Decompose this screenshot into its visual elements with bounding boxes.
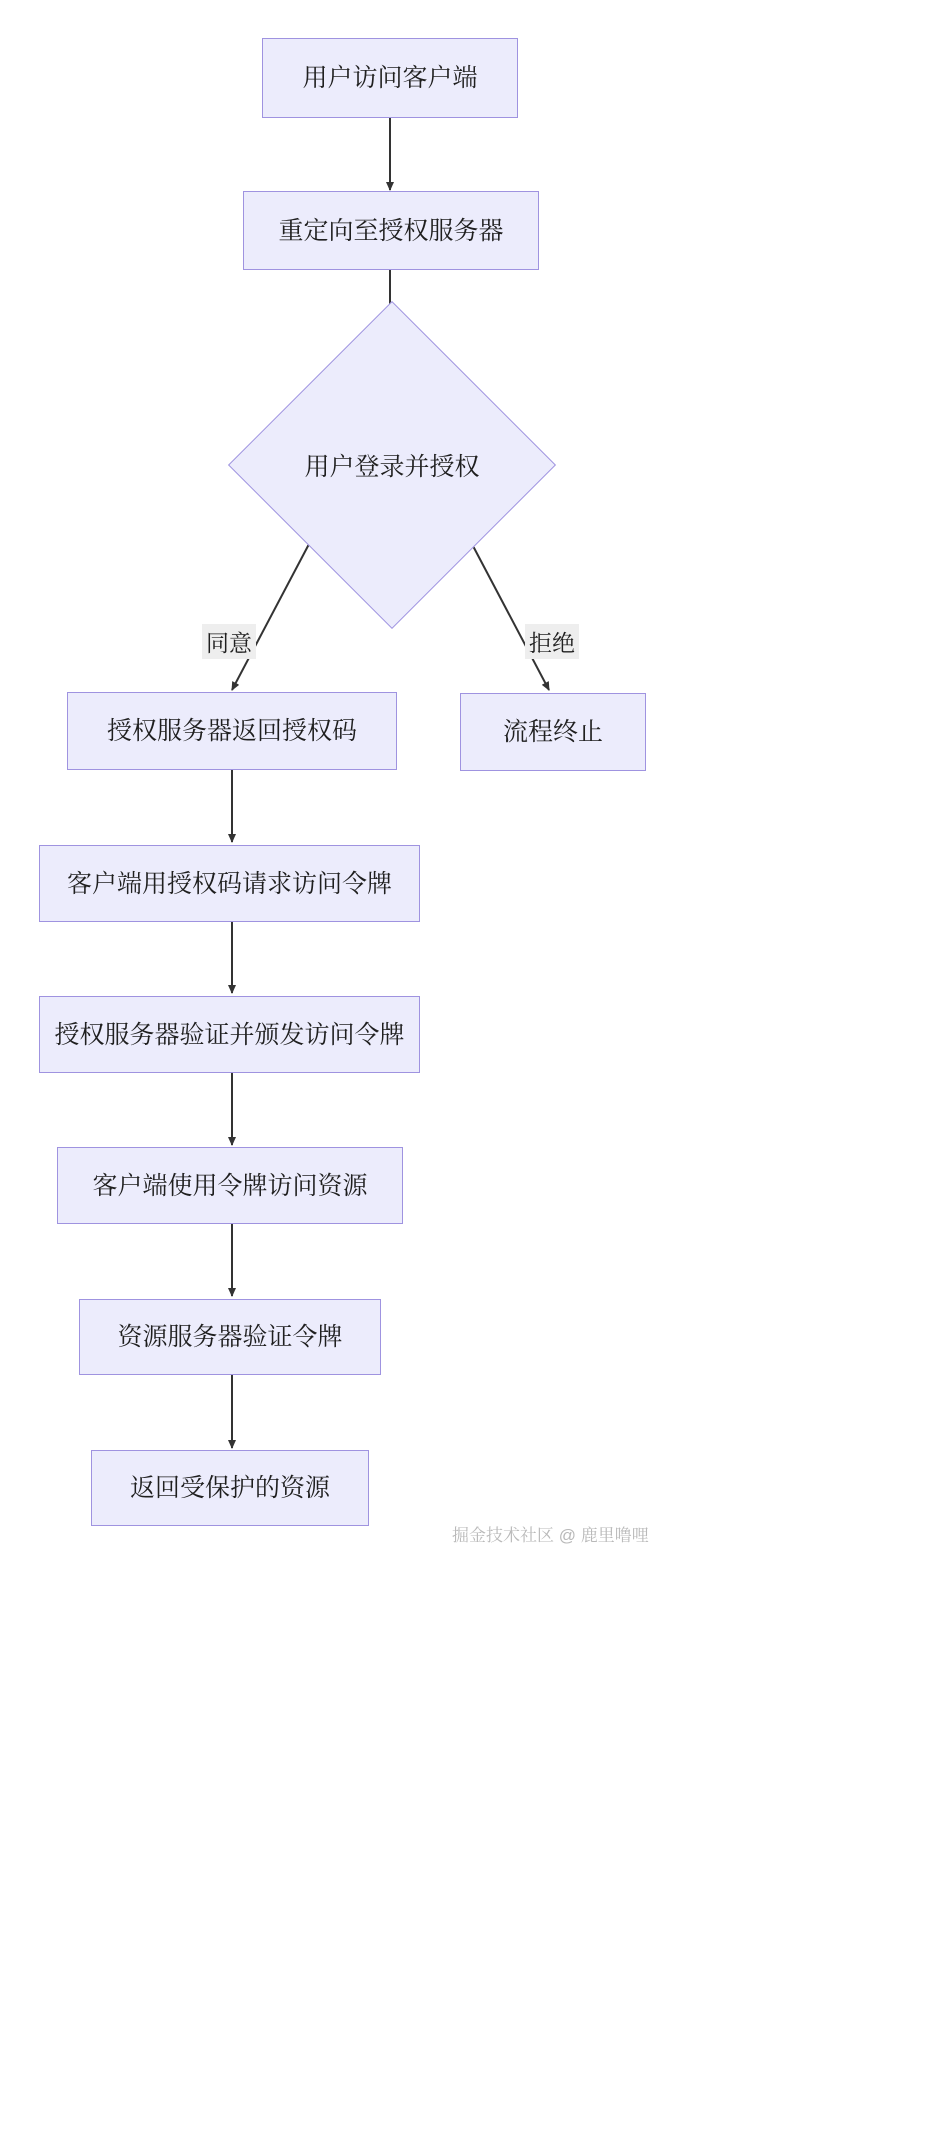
edge-label-agree — [202, 624, 256, 659]
node-auth-server-issues-token[interactable] — [39, 996, 420, 1073]
node-label: 返回受保护的资源 — [129, 1474, 330, 1502]
node-resource-server-validates-token[interactable] — [79, 1299, 381, 1375]
node-process-terminated[interactable] — [460, 693, 646, 771]
edge-label-reject — [525, 624, 579, 659]
edge-label-text: 拒绝 — [529, 630, 575, 656]
node-client-accesses-resource[interactable] — [57, 1147, 403, 1224]
node-client-requests-token[interactable] — [39, 845, 420, 922]
node-label: 客户端使用令牌访问资源 — [92, 1171, 368, 1200]
node-auth-server-returns-code[interactable] — [67, 692, 397, 770]
node-return-protected-resource[interactable] — [91, 1450, 369, 1526]
node-label: 客户端用授权码请求访问令牌 — [66, 869, 392, 898]
node-label: 授权服务器返回授权码 — [106, 717, 357, 745]
edge-label-text: 同意 — [206, 630, 252, 656]
node-label: 重定向至授权服务器 — [278, 216, 504, 245]
node-label: 用户登录并授权 — [304, 453, 480, 481]
node-redirect-to-auth-server[interactable] — [243, 191, 539, 270]
node-user-login-and-authorize[interactable] — [274, 347, 510, 583]
watermark-text: 掘金技术社区 @ 鹿里噜哩 — [452, 1526, 649, 1545]
watermark — [452, 1521, 649, 1546]
node-label: 资源服务器验证令牌 — [117, 1323, 343, 1351]
node-label: 用户访问客户端 — [302, 64, 478, 92]
node-label: 授权服务器验证并颁发访问令牌 — [54, 1020, 405, 1049]
node-user-access-client[interactable] — [262, 38, 518, 118]
node-label: 流程终止 — [502, 718, 603, 746]
